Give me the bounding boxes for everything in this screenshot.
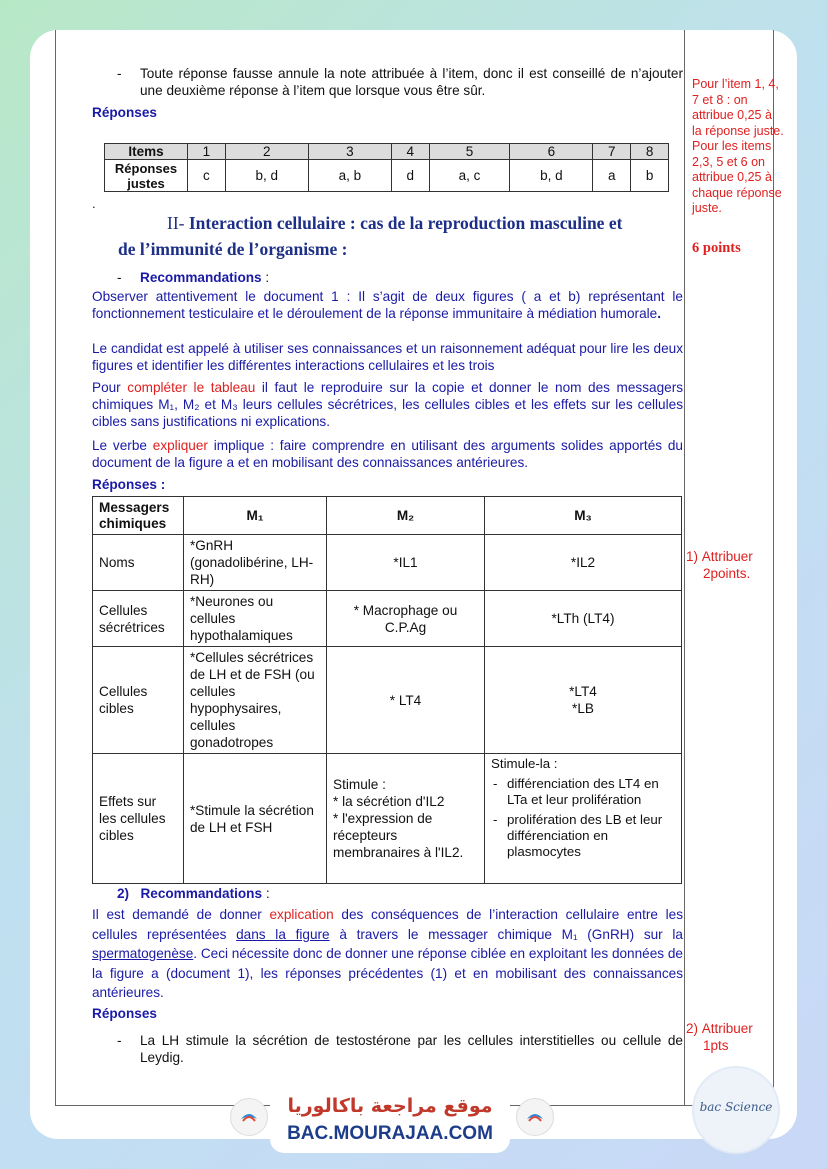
- row-label-noms: Noms: [93, 535, 184, 591]
- paragraph-explication: [92, 905, 683, 1003]
- stray-dot: .: [92, 196, 96, 211]
- item-number: 3: [308, 144, 391, 160]
- period: .: [657, 306, 661, 321]
- footer-url-link[interactable]: BAC.MOURAJAA.COM: [287, 1123, 493, 1144]
- row-label-effets: Effets sur les cellules cibles: [93, 754, 184, 884]
- note-text: Attribuer: [701, 1021, 753, 1036]
- footer-banner: [270, 1087, 510, 1153]
- cell-m3-effets: [485, 754, 682, 884]
- text-run: implique : faire comprendre en utilisant des arguments solides apportés du document de la figure a et en mobilisant des connaissances antérieures.: [92, 438, 683, 470]
- footer-left-logo: [230, 1098, 268, 1136]
- margin-column-divider: [684, 30, 685, 1105]
- bullet-dash: -: [117, 270, 122, 285]
- cell-m1-noms: *GnRH (gonadolibérine, LH-RH): [184, 535, 327, 591]
- text-run: des conséquences de l’interaction cellulaire entre les cellules représentées: [92, 907, 683, 942]
- note-text: 1pts: [703, 1038, 729, 1053]
- answer-cell: a, b: [308, 160, 391, 192]
- colon: :: [262, 886, 270, 901]
- highlight-red: expliquer: [152, 438, 208, 453]
- footer-arabic-title: موقع مراجعة باكالوريا: [287, 1095, 493, 1117]
- answer-cell: c: [188, 160, 226, 192]
- colon: :: [261, 270, 270, 285]
- answer-cell: d: [391, 160, 429, 192]
- header-m1: M₁: [184, 497, 327, 535]
- note-text: Attribuer: [701, 549, 753, 564]
- header-m3: M₃: [485, 497, 682, 535]
- note-number: 2): [686, 1021, 699, 1036]
- section-title-text: Interaction cellulaire : cas de la reproduction masculine et: [188, 213, 623, 233]
- item-number: 1: [188, 144, 226, 160]
- item-number: 7: [593, 144, 631, 160]
- note-text: 2points.: [703, 566, 751, 581]
- list-item: - prolifération des LB et leur différenciation en plasmocytes: [507, 812, 675, 860]
- text-run: il faut le reproduire sur la copie et donner le nom des messagers chimiques M₁, M₂ et M₃ leurs cellules sécrétrices, les cellules cibles et les effets sur les cellules cibles sans justifications ni explications.: [92, 380, 684, 429]
- list-number: 2): [117, 886, 130, 901]
- paragraph-text: Observer attentivement le document 1 : Il s’agit de deux figures ( a et b) représentant le fonctionnement testiculaire et le déroulement de la réponse immunitaire à médiation humorale: [92, 289, 683, 321]
- items-row-label: Items: [105, 144, 188, 160]
- highlight-red: compléter le tableau: [127, 380, 256, 395]
- paragraph-document1: [92, 288, 683, 322]
- margin-note-attribuer-2: [686, 1020, 753, 1054]
- effets-m3-intro: Stimule-la :: [491, 756, 558, 771]
- bac-science-logo: [694, 1068, 778, 1152]
- answer-cell: b, d: [225, 160, 308, 192]
- paragraph-completer-tableau: [92, 379, 683, 430]
- item-number: 6: [510, 144, 593, 160]
- items-answers-table: [104, 143, 669, 192]
- item-number: 8: [631, 144, 669, 160]
- cell-m2-secretrices: * Macrophage ou C.P.Ag: [327, 591, 485, 647]
- cell-m2-cibles: * LT4: [327, 647, 485, 754]
- list-item: - différenciation des LT4 en LTa et leur prolifération: [507, 776, 675, 808]
- answer-cell: b: [631, 160, 669, 192]
- reponses-label2: Réponses: [92, 1006, 157, 1021]
- intro-bullet-text: Toute réponse fausse annule la note attribuée à l’item, donc il est conseillé de n’ajouter une deuxième réponse à l’item que lorsque vous être sûr.: [140, 66, 683, 98]
- item-number: 2: [225, 144, 308, 160]
- cell-m1-secretrices: *Neurones ou cellules hypothalamiques: [184, 591, 327, 647]
- text-run: Il est demandé de donner: [92, 907, 270, 922]
- item-number: 5: [429, 144, 510, 160]
- cell-m1-cibles: *Cellules sécrétrices de LH et de FSH (ou cellules hypophysaires, cellules gonadotropes: [184, 647, 327, 754]
- answer-cell: a: [593, 160, 631, 192]
- section-numeral: II-: [167, 213, 185, 233]
- text-run: . Ceci nécessite donc de donner une réponse ciblée en exploitant les données de la figure a (document 1), les réponses précédentes (1) et en mobilisant des connaissances antérieures.: [92, 946, 683, 1000]
- recommandations-label: Recommandations: [140, 270, 262, 285]
- text-run: à travers le messager chimique M₁ (GnRH) sur la: [329, 926, 683, 942]
- cell-m3-noms: *IL2: [485, 535, 682, 591]
- item-number: 4: [391, 144, 429, 160]
- recommandations2-label: Recommandations: [140, 886, 263, 901]
- margin-note-items: Pour l’item 1, 4, 7 et 8 : on attribue 0,25 à la réponse juste. Pour les items 2,3, 5 et 6 on attribue 0,25 à chaque réponse juste.: [692, 77, 784, 215]
- row-label-secretrices: Cellules sécrétrices: [93, 591, 184, 647]
- paragraph-expliquer: [92, 437, 683, 471]
- highlight-red: explication: [269, 907, 334, 922]
- header-messagers: Messagers chimiques: [93, 497, 184, 535]
- margin-note-attribuer-1: [686, 548, 753, 582]
- reponses-colon-label: Réponses :: [92, 477, 166, 492]
- recommandations2-heading: [117, 885, 270, 902]
- final-answer-bullet: La LH stimule la sécrétion de testostérone par les cellules interstitielles ou cellule de Leydig.: [140, 1033, 683, 1065]
- answer-cell: b, d: [510, 160, 593, 192]
- cell-m3-cibles: *LT4 *LB: [485, 647, 682, 754]
- text-run: Le verbe: [92, 438, 153, 453]
- cell-m1-effets: *Stimule la sécrétion de LH et FSH: [184, 754, 327, 884]
- underlined-text: spermatogenèse: [92, 946, 194, 961]
- row-label-cibles: Cellules cibles: [93, 647, 184, 754]
- effets-m3-list: [491, 776, 675, 860]
- cell-m2-effets: Stimule : * la sécrétion d'IL2 * l'expression de récepteurs membranaires à l'IL2.: [327, 754, 485, 884]
- answers-row-label: Réponses justes: [105, 160, 188, 192]
- underlined-text: dans la figure: [236, 926, 330, 942]
- section-title-line2: de l’immunité de l’organisme :: [118, 239, 348, 259]
- logo-text: bac Science: [699, 1100, 773, 1114]
- margin-points: 6 points: [692, 240, 741, 256]
- text-run: Pour: [92, 380, 128, 395]
- recommandations-heading: [140, 269, 269, 286]
- cell-m3-secretrices: *LTh (LT4): [485, 591, 682, 647]
- cell-m2-noms: *IL1: [327, 535, 485, 591]
- bullet-dash: -: [117, 66, 122, 81]
- messengers-table: [92, 496, 682, 884]
- bullet-dash: -: [117, 1033, 122, 1048]
- footer-right-logo: [516, 1098, 554, 1136]
- reponses-label: Réponses: [92, 105, 157, 120]
- answer-cell: a, c: [429, 160, 510, 192]
- header-m2: M₂: [327, 497, 485, 535]
- section-title-line1: [167, 213, 622, 234]
- note-number: 1): [686, 549, 699, 564]
- paragraph-candidate: Le candidat est appelé à utiliser ses connaissances et un raisonnement adéquat pour lire les deux figures et identifier les différentes interactions cellulaires et les trois: [92, 341, 683, 373]
